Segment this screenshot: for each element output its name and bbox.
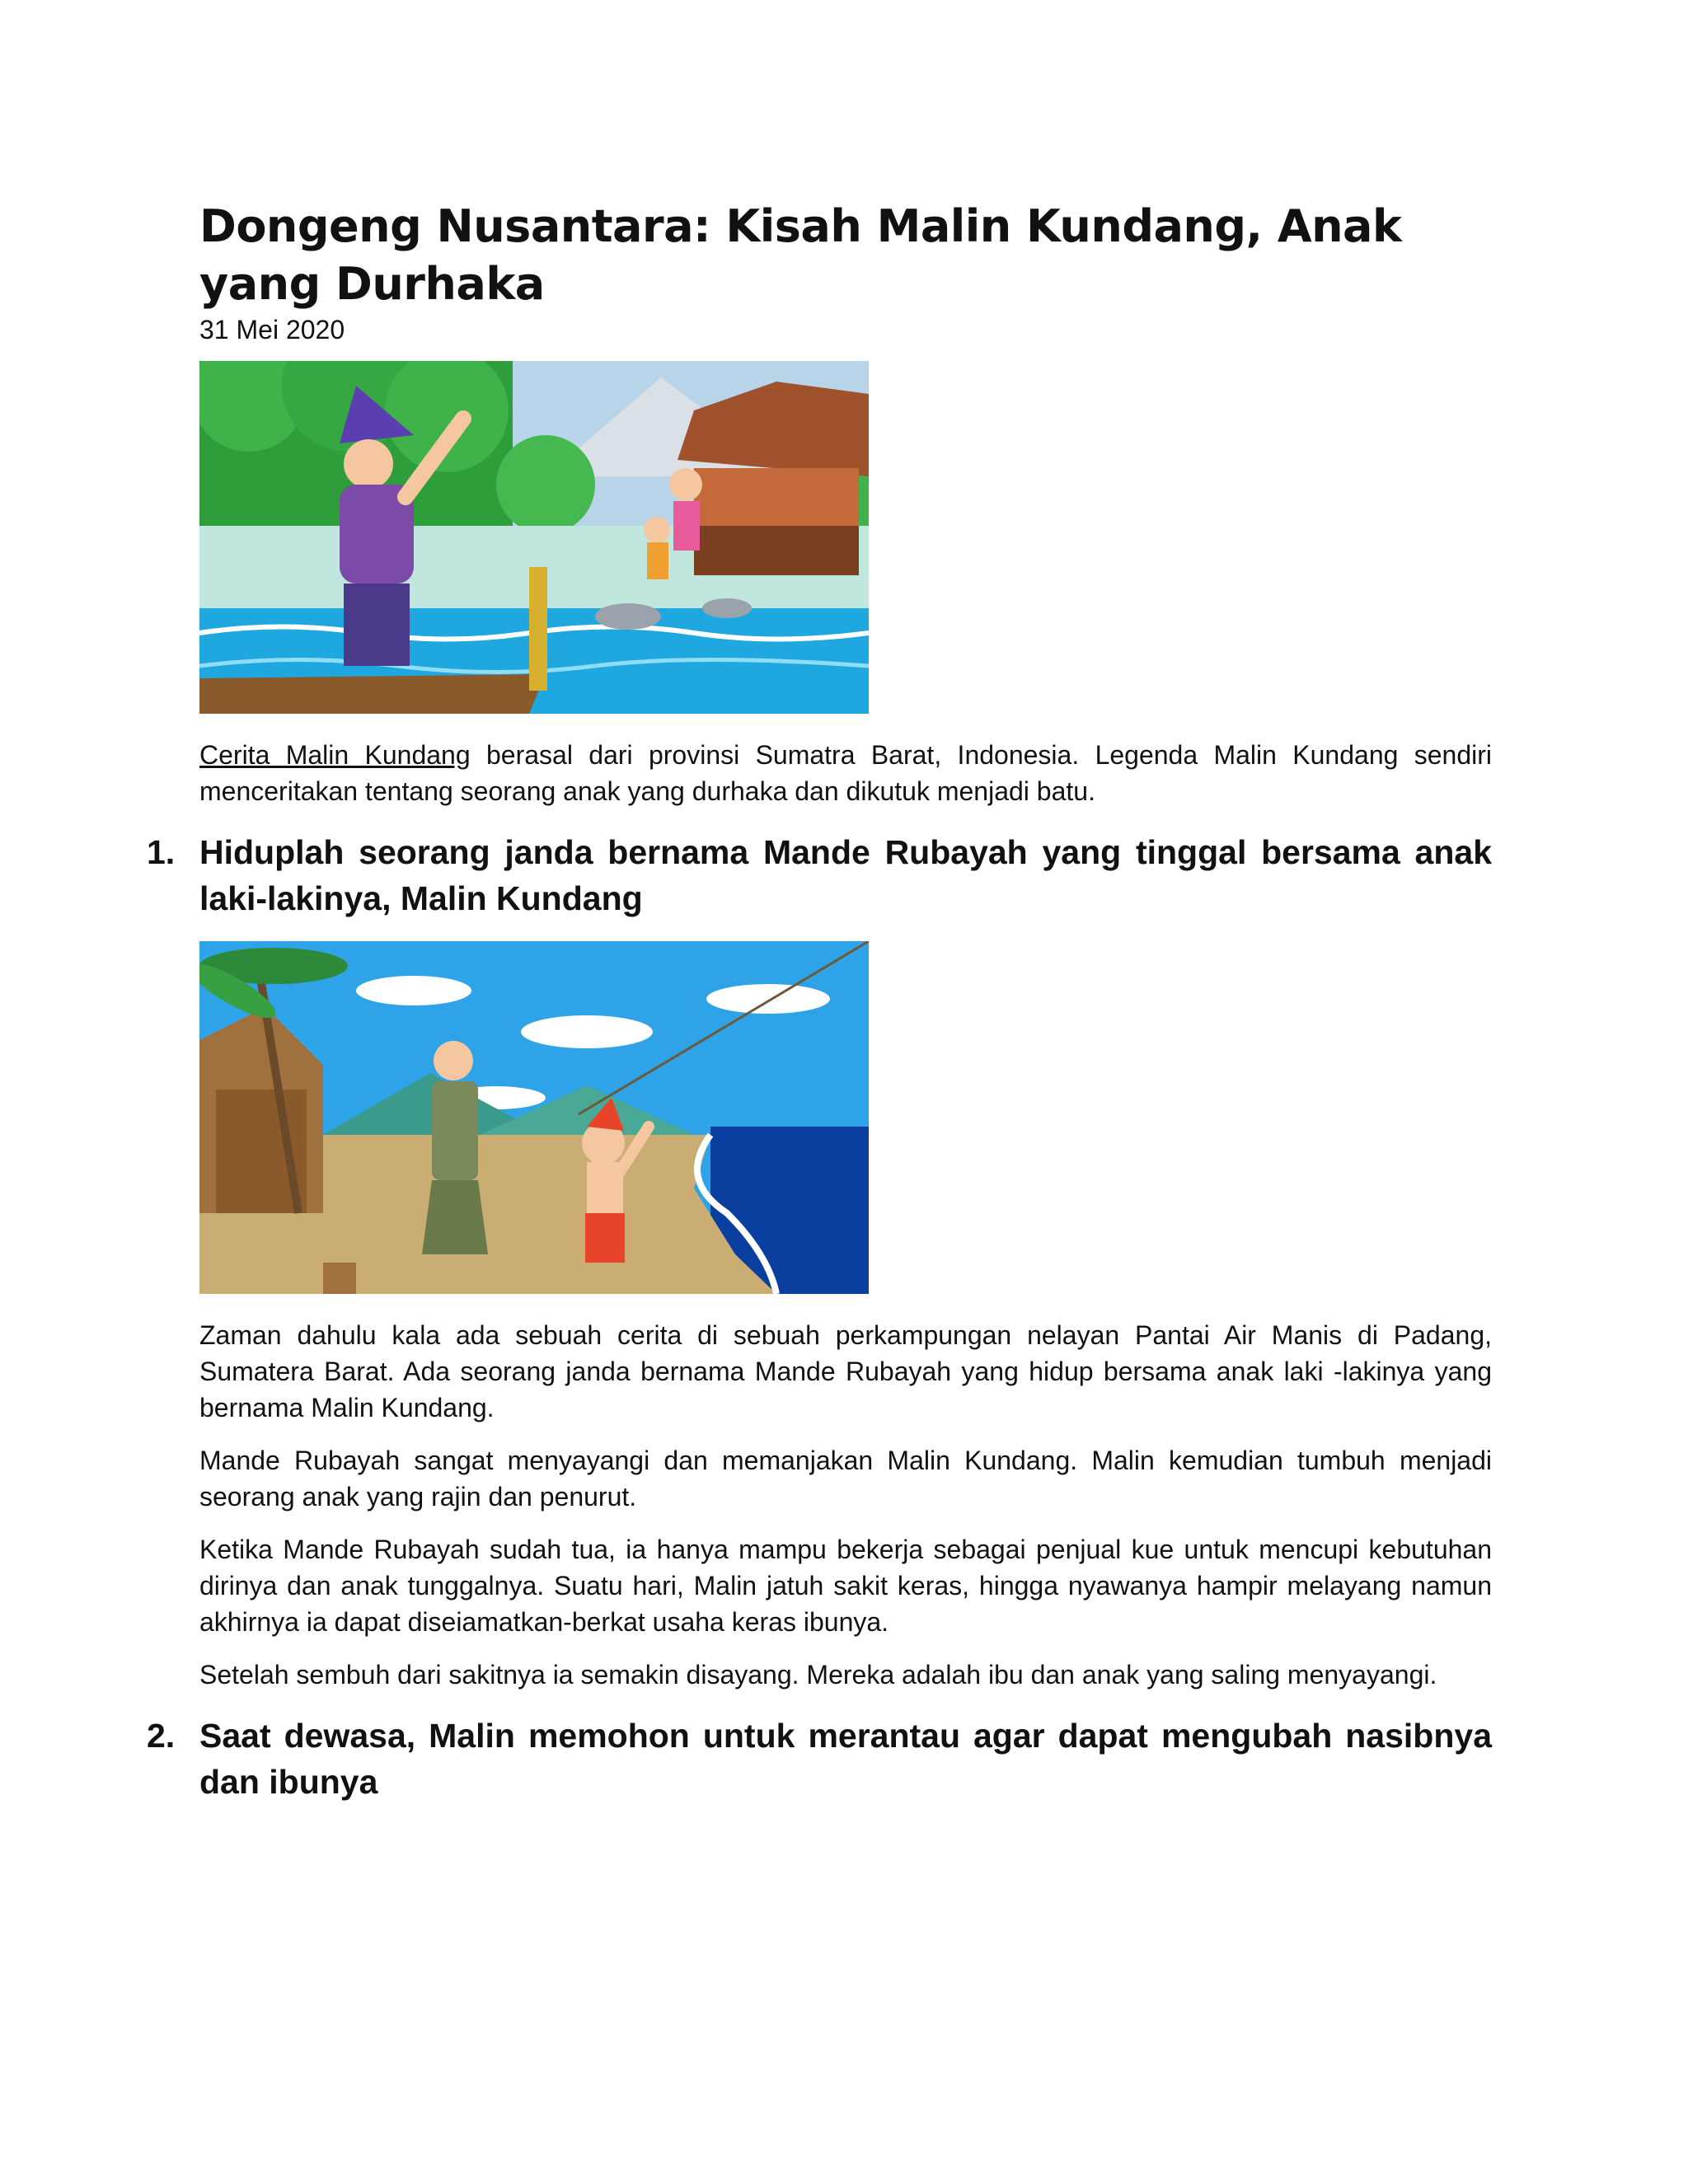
section-1-heading-text: Hiduplah seorang janda bernama Mande Rubayah yang tinggal bersama anak laki-lakinya, Malin Kundang <box>199 833 1492 917</box>
intro-text: berasal dari provinsi Sumatra Barat, Indonesia. Legenda Malin Kundang sendiri menceritakan tentang seorang anak yang durhaka dan dikutuk menjadi batu. <box>199 740 1493 806</box>
section-2-heading-text: Saat dewasa, Malin memohon untuk merantau agar dapat mengubah nasibnya dan ibunya <box>199 1717 1492 1801</box>
section-1-number: 1. <box>147 833 176 871</box>
cerita-malin-kundang-link[interactable]: Cerita Malin Kundang <box>199 740 471 770</box>
section-2-heading <box>147 1713 1492 1805</box>
intro-paragraph <box>199 737 1492 809</box>
beach-drawing <box>199 941 869 1294</box>
article-date: 31 Mei 2020 <box>199 315 345 344</box>
illustration-beach-mother-son <box>199 941 869 1294</box>
section-1-paragraph-1: Zaman dahulu kala ada sebuah cerita di sebuah perkampungan nelayan Pantai Air Manis di Padang, Sumatera Barat. Ada seorang janda bernama Mande Rubayah yang hidup bersama anak laki -lakinya yang bernama Malin Kundang. <box>199 1320 1492 1422</box>
illustration-boat-farewell <box>199 361 869 714</box>
section-1-paragraph-2: Mande Rubayah sangat menyayangi dan memanjakan Malin Kundang. Malin kemudian tumbuh menjadi seorang anak yang rajin dan penurut. <box>199 1446 1492 1511</box>
boat-farewell-drawing <box>199 361 869 714</box>
section-1-heading <box>147 829 1492 921</box>
article <box>147 198 1493 1825</box>
section-1-paragraph-3: Ketika Mande Rubayah sudah tua, ia hanya mampu bekerja sebagai penjual kue untuk mencupi kebutuhan dirinya dan anak tunggalnya. Suatu hari, Malin jatuh sakit keras, hingga nyawanya hampir melayang namun akhirnya ia dapat diseiamatkan-berkat usaha keras ibunya. <box>199 1535 1492 1637</box>
article-title: Dongeng Nusantara: Kisah Malin Kundang, Anak yang Durhaka <box>199 200 1402 310</box>
section-1-paragraph-4: Setelah sembuh dari sakitnya ia semakin disayang. Mereka adalah ibu dan anak yang saling menyayangi. <box>199 1660 1437 1690</box>
section-2-number: 2. <box>147 1717 176 1755</box>
